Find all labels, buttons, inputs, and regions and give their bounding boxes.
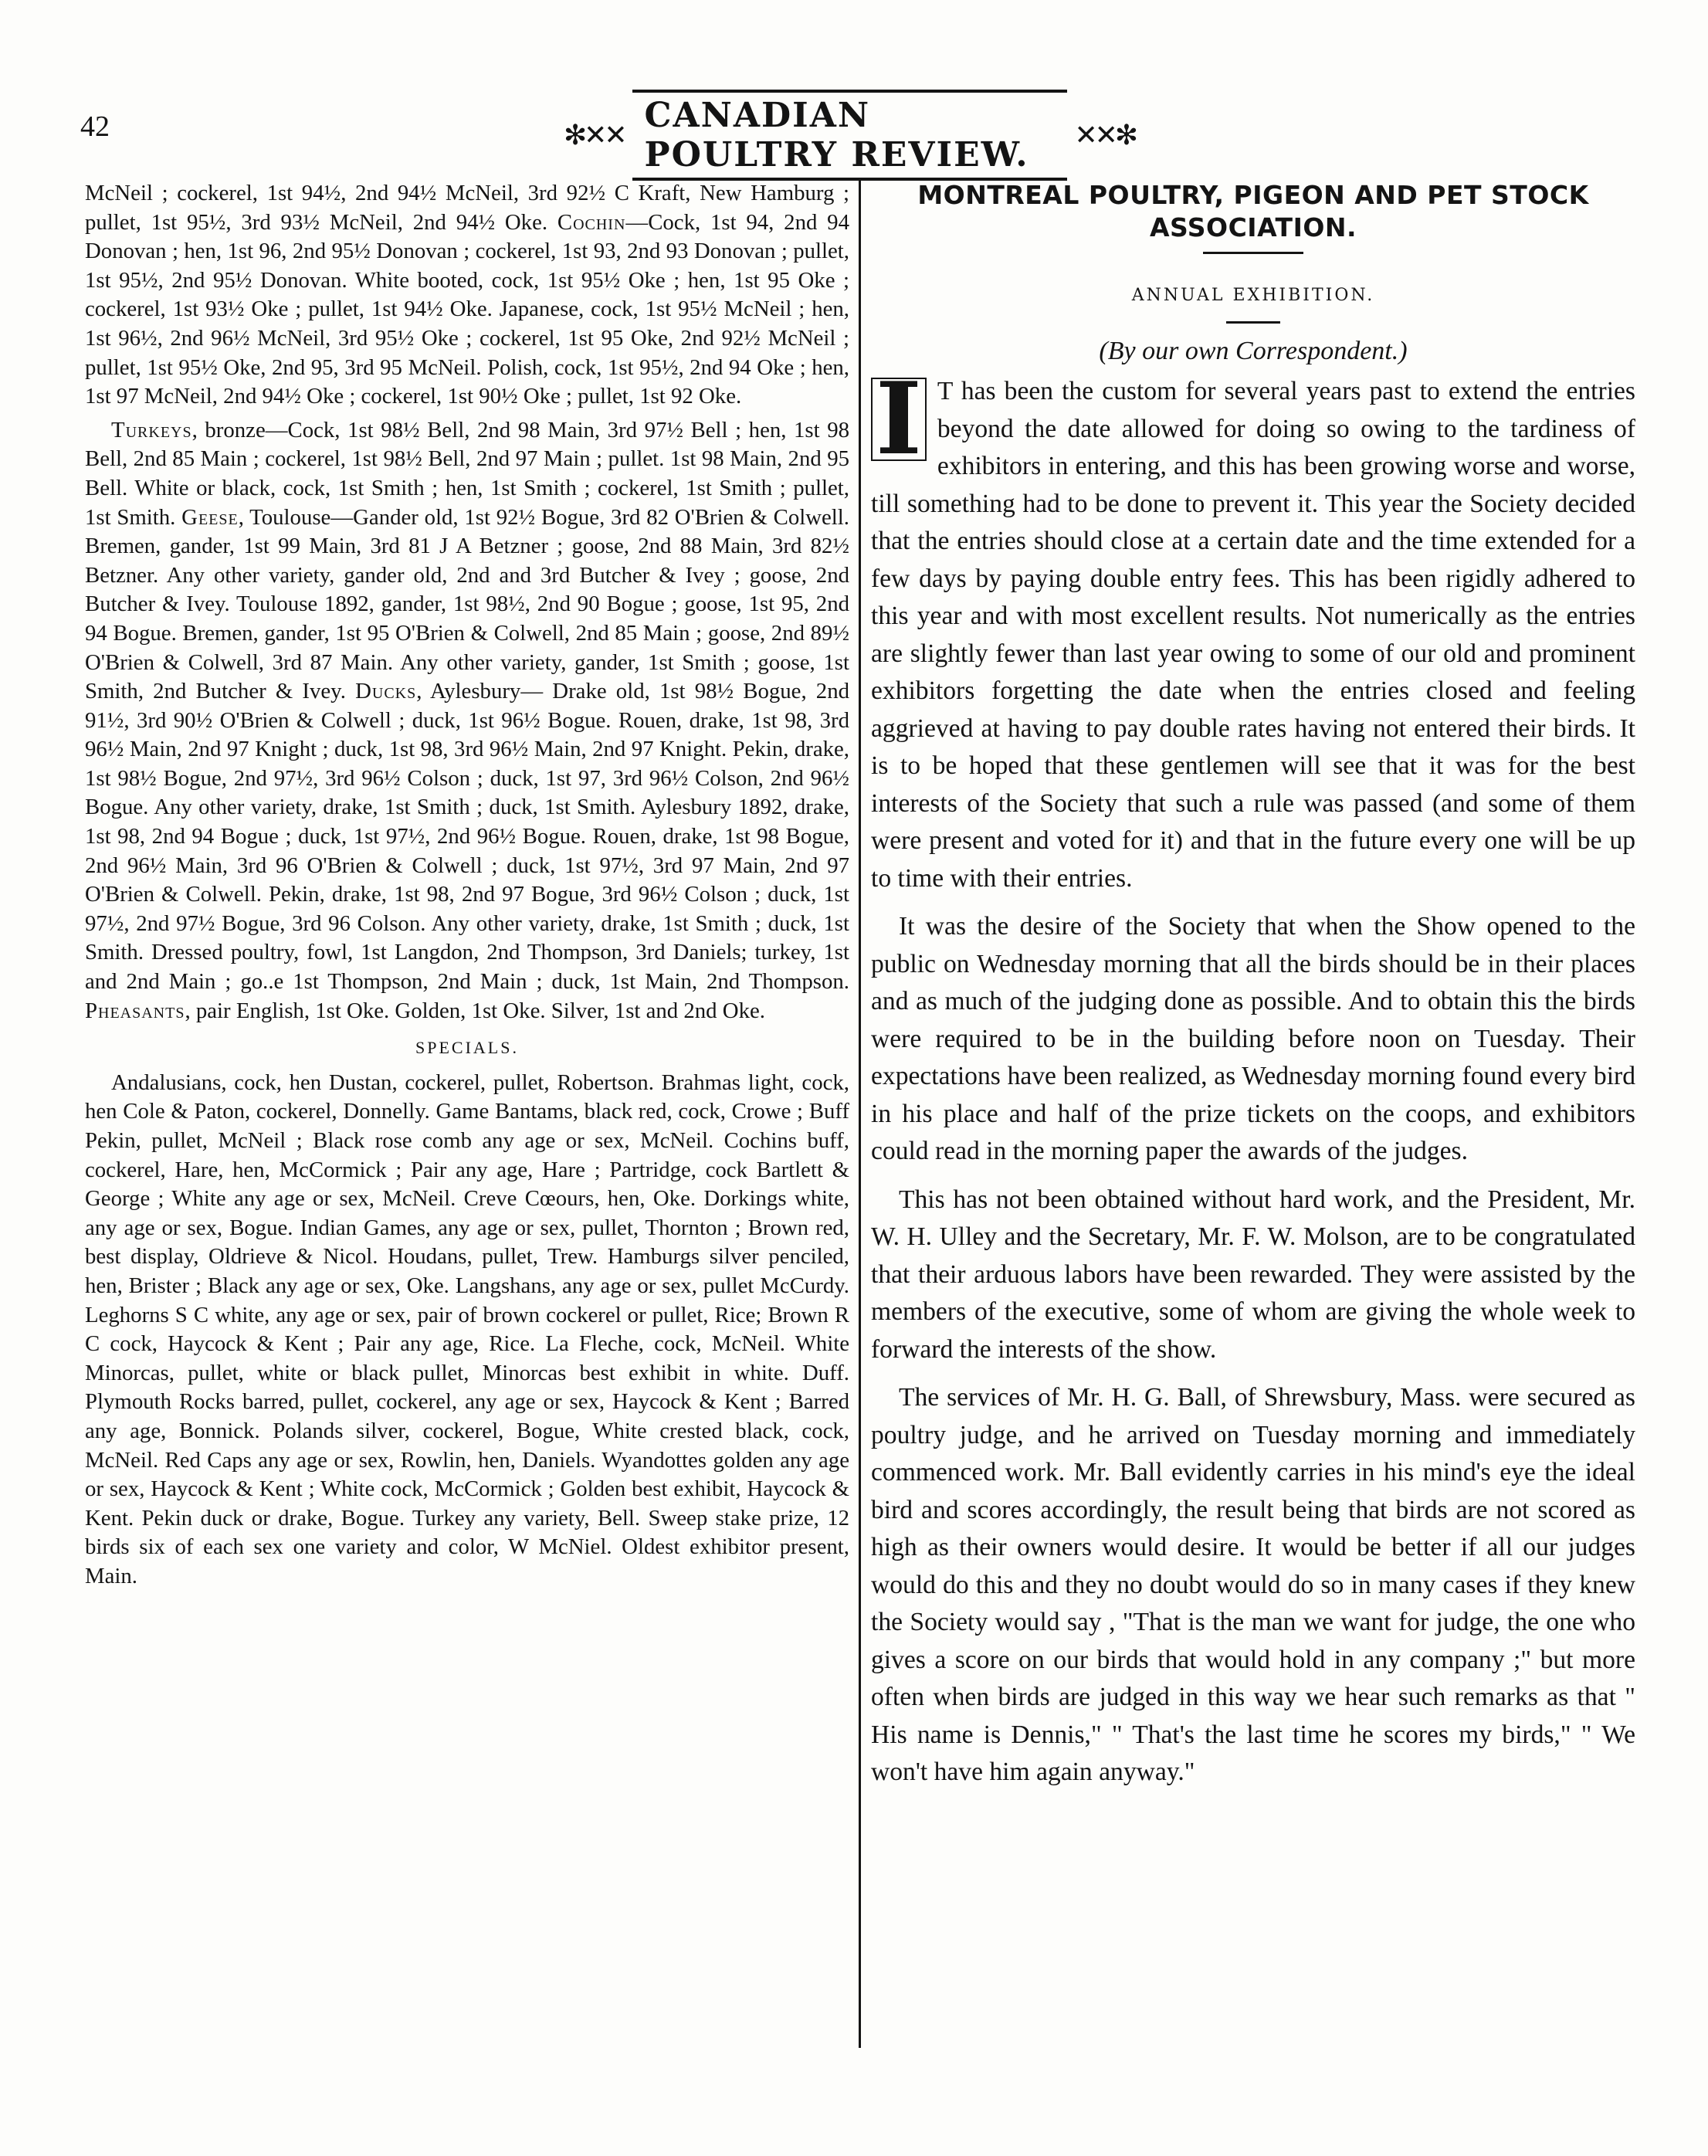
article-byline: (By our own Correspondent.)	[1099, 336, 1408, 365]
category-label: Ducks	[355, 679, 417, 704]
category-label: Turkeys	[111, 417, 192, 442]
specials-text: Andalusians, cock, hen Dustan, cockerel, pullet, Robertson. Brahmas light, cock, hen Cole & Paton, cockerel, Donnelly. Game Bantams, black red, cock, Crowe ; Buff Pekin, pullet, McNeil ; Black rose comb any age or sex, McNeil. Cochins buff, cockerel, Hare, hen, McCormick ; Pair any age, Hare ; Partridge, cock Bartlett & George ; White any age or sex, McNeil. Creve Cœours, hen, Oke. Dorkings white, any age or sex, Bogue. Indian Games, any age or sex, pullet, Thornton ; Brown red, best display, Oldrieve & Nicol. Houdans, pullet, Trew. Hamburgs silver penciled, hen, Brister ; Black any age or sex, Oke. Langshans, any age or sex, pullet McCurdy. Leghorns S C white, any age or sex, pair of brown cockerel or pullet, Rice; Brown R C cock, Haycock & Kent ; Pair any age, Rice. La Fleche, cock, McNeil. White Minorcas, pullet, white or black pullet, Minorcas best exhibit in white. Duff. Plymouth Rocks barred, pullet, cockerel, any age or sex, Haycock & Kent ; Barred any age, Bonnick. Polands silver, cockerel, Bogue, White crested black, cock, McNeil. Red Caps any age or sex, Rowlin, hen, Daniels. Wyandottes golden any age or sex, Haycock & Kent ; White cock, McCormick ; Golden best exhibit, Haycock & Kent. Pekin duck or drake, Bogue. Turkey any variety, Bell. Sweep stake prize, 12 birds six of each sex one variety and color, W McNiel. Oldest exhibitor present, Main.	[85, 1070, 849, 1588]
masthead	[556, 96, 1143, 175]
ornament-right-icon: ✕✕✻	[1074, 119, 1135, 151]
category-label: Cochin	[557, 209, 626, 235]
category-label: Pheasants	[85, 998, 185, 1023]
left-column	[85, 179, 849, 2048]
article-headline: MONTREAL POULTRY, PIGEON AND PET STOCK ASSOCIATION.	[917, 180, 1589, 242]
headline-rule	[1203, 252, 1303, 254]
category-label: Geese	[181, 504, 239, 530]
page-number: 42	[80, 110, 110, 143]
article-subheading: ANNUAL EXHIBITION.	[1131, 286, 1375, 305]
results-text: , Aylesbury— Drake old, 1st 98½ Bogue, 2nd 91½, 3rd 90½ O'Brien & Colwell ; duck, 1st 96½ Bogue. Rouen, drake, 1st 98, 3rd 96½ Main, 2nd 97 Knight ; duck, 1st 98, 3rd 96½ Main, 2nd 97 Knight. Pekin, drake, 1st 98½ Bogue, 2nd 97½, 3rd 96½ Colson ; duck, 1st 97, 3rd 96½ Colson, 2nd 96½ Bogue. Any other variety, drake, 1st Smith ; duck, 1st Smith. Aylesbury 1892, drake, 1st 98, 2nd 94 Bogue ; duck, 1st 97½, 2nd 96½ Bogue. Rouen, drake, 1st 98 Bogue, 2nd 96½ Main, 3rd 96 O'Brien & Colwell ; duck, 1st 97½, 3rd 97 Main, 2nd 97 O'Brien & Colwell. Pekin, drake, 1st 98, 2nd 97 Bogue, 3rd 96½ Colson ; duck, 1st 97½, 2nd 97½ Bogue, 3rd 96 Colson. Any other variety, drake, 1st Smith ; duck, 1st Smith. Dressed poultry, fowl, 1st Langdon, 2nd Thompson, 3rd Daniels; turkey, 1st and 2nd Main ; go..e 1st Thompson, 2nd Main ; duck, 1st Main, 2nd Thompson.	[85, 679, 849, 995]
turkeys-geese-ducks-results	[85, 416, 849, 1025]
publication-title: CANADIAN POULTRY REVIEW.	[632, 90, 1067, 181]
cochin-results	[85, 179, 849, 412]
results-text: , pair English, 1st Oke. Golden, 1st Oke. Silver, 1st and 2nd Oke.	[185, 998, 765, 1023]
drop-cap: I	[871, 378, 927, 461]
results-text: McNeil ; cockerel, 1st 94½, 2nd 94½ McNeil, 3rd 92½ C Kraft, New Hamburg ; pullet, 1st 95½, 3rd 93½ McNeil, 2nd 94½ Oke.	[85, 181, 849, 235]
article-paragraph-2: It was the desire of the Society that when the Show opened to the public on Wednesday morning that all the birds should be in their places and as much of the judging done as possible. And to obtain this the birds were required to be in the building before noon on Tuesday. Their expectations have been realized, as Wednesday morning found every bird in his place and half of the prize tickets on the coops, and exhibitors could read in the morning paper the awards of the judges.	[871, 912, 1635, 1165]
specials-heading: SPECIALS.	[415, 1038, 519, 1058]
paragraph-text: T has been the custom for several years past to extend the entries beyond the date allowed for doing so owing to the tardiness of exhibitors in entering, and this has been growing worse and worse, till something had to be done to prevent it. This year the Society decided that the entries should close at a certain date and the time extended for a few days by paying double entry fees. This has been rigidly adhered to this year and with most excellent results. Not numerically as the entries are slightly fewer than last year owing to some of our old and prominent exhibitors forgetting the date when the entries closed and feeling aggrieved at having to pay double rates having not entered their birds. It is to be hoped that these gentlemen will see that it was for the best interests of the Society that such a rule was passed (and some of them were present and voted for it) and that in the future every one will be up to time with their entries.	[871, 377, 1635, 893]
results-text: , bronze—Cock, 1st 98½ Bell, 2nd 98 Main, 3rd 97½ Bell ; hen, 1st 98 Bell, 2nd 85 Main ; cockerel, 1st 98½ Bell, 2nd 97 Main ; pullet. 1st 98 Main, 2nd 95 Bell. White or black, cock, 1st Smith ; hen, 1st Smith ; cockerel, 1st Smith ; pullet, 1st Smith.	[85, 417, 849, 530]
results-text: , Toulouse—Gander old, 1st 92½ Bogue, 3rd 82 O'Brien & Colwell. Bremen, gander, 1st 99 Main, 3rd 81 J A Betzner ; goose, 2nd 88 Main, 3rd 82½ Betzner. Any other variety, gander old, 2nd and 3rd Butcher & Ivey ; goose, 2nd Butcher & Ivey. Toulouse 1892, gander, 1st 98½, 2nd 90 Bogue ; goose, 1st 95, 2nd 94 Bogue. Bremen, gander, 1st 95 O'Brien & Colwell, 2nd 85 Main ; goose, 2nd 89½ O'Brien & Colwell, 3rd 87 Main. Any other variety, gander, 1st Smith ; goose, 1st Smith, 2nd Butcher & Ivey.	[85, 504, 849, 704]
ornament-left-icon: ✻✕✕	[564, 119, 625, 151]
results-text: —Cock, 1st 94, 2nd 94 Donovan ; hen, 1st 96, 2nd 95½ Donovan ; cockerel, 1st 93, 2nd 93 Donovan ; pullet, 1st 95½, 2nd 95½ Donovan. White booted, cock, 1st 95½ Oke ; hen, 1st 95 Oke ; cockerel, 1st 93½ Oke ; pullet, 1st 94½ Oke. Japanese, cock, 1st 95½ McNeil ; hen, 1st 96½, 2nd 96½ McNeil, 3rd 95½ Oke ; cockerel, 1st 95 Oke, 2nd 92½ McNeil ; pullet, 1st 95½ Oke, 2nd 95, 3rd 95 McNeil. Polish, cock, 1st 95½, 2nd 94 Oke ; hen, 1st 97 McNeil, 2nd 94½ Oke ; cockerel, 1st 90½ Oke ; pullet, 1st 92 Oke.	[85, 209, 849, 409]
article-paragraph-4: The services of Mr. H. G. Ball, of Shrewsbury, Mass. were secured as poultry judge, and he arrived on Tuesday morning and immediately commenced work. Mr. Ball evidently carries in his mind's eye the ideal bird and scores accordingly, the result being that birds are not scored as high as their owners would desire. It would be better if all our judges would do this and they no doubt would do so in many cases if they knew the Society would say , "That is the man we want for judge, the one who gives a score on our birds that would hold in any company ;" but more often when birds are judged in this way we hear such remarks as that " His name is Dennis," " That's the last time he scores my birds," " We won't have him again anyway."	[871, 1383, 1635, 1786]
column-divider	[859, 179, 861, 2048]
subheading-rule	[1226, 321, 1280, 324]
right-column	[871, 179, 1635, 2048]
article-paragraph-1	[871, 361, 1635, 897]
article-paragraph-3: This has not been obtained without hard work, and the President, Mr. W. H. Ulley and the Secretary, Mr. F. W. Molson, are to be congratulated that their arduous labors have been rewarded. They were assisted by the members of the executive, some of whom are giving the whole week to forward the interests of the show.	[871, 1185, 1635, 1364]
